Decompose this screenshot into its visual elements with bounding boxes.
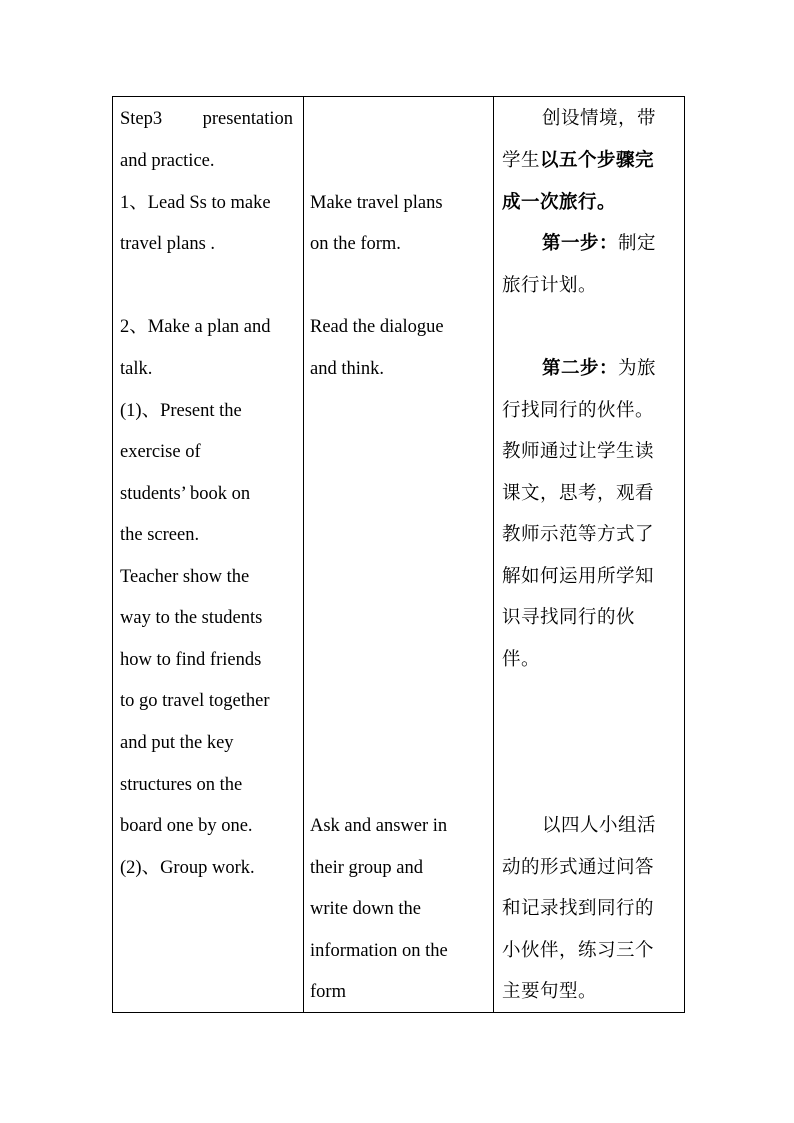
text-line: 动的形式通过问答: [502, 857, 655, 878]
text-line: 行找同行的伙伴。: [502, 400, 655, 421]
text-line: [502, 149, 654, 173]
text-line: 旅行计划。: [502, 275, 598, 296]
text-line: 1、Lead Ss to make: [120, 193, 271, 213]
text-line: 2、Make a plan and: [120, 317, 271, 337]
text-line: 课文，思考，观看: [502, 483, 655, 504]
presentation-word: presentation: [202, 109, 293, 129]
step1-line: [542, 232, 656, 256]
text-line: 创设情境，带: [542, 108, 657, 129]
text-line: Read the dialogue: [310, 317, 444, 337]
text-line: Ask and answer in: [310, 816, 448, 836]
step-word: Step3: [120, 109, 163, 129]
text-line: their group and: [310, 858, 424, 878]
step3-heading-line: [120, 107, 293, 131]
text-line: and put the key: [120, 733, 234, 753]
text-line: way to the students: [120, 608, 263, 628]
text-line: 和记录找到同行的: [502, 898, 655, 919]
text-line: 以四人小组活: [542, 815, 657, 836]
text-line: 小伙伴，练习三个: [502, 940, 655, 961]
design-intent-cell: [494, 97, 685, 1013]
text-span: 制定: [618, 233, 657, 254]
text-line: board one by one.: [120, 816, 253, 836]
text-line: talk.: [120, 359, 153, 379]
text-line: 识寻找同行的伙: [502, 607, 636, 628]
student-activity-cell: [304, 97, 494, 1013]
text-line: 主要句型。: [502, 981, 598, 1002]
teacher-activity-cell: [113, 97, 304, 1013]
text-line: and think.: [310, 359, 384, 379]
step2-line: [542, 357, 656, 381]
text-line: Teacher show the: [120, 567, 250, 587]
text-span: 学生: [502, 150, 541, 171]
lesson-plan-table: [112, 96, 685, 1013]
bold-text-span: 以五个步骤完: [540, 150, 655, 171]
text-line: information on the: [310, 941, 448, 961]
text-line: the screen.: [120, 525, 200, 545]
text-line: 教师通过让学生读: [502, 441, 655, 462]
text-line: form: [310, 982, 346, 1002]
text-line: on the form.: [310, 234, 401, 254]
text-line: (1)、Present the: [120, 401, 242, 421]
text-line: travel plans .: [120, 234, 216, 254]
text-line: Make travel plans: [310, 193, 443, 213]
text-span: 为旅: [618, 358, 657, 379]
text-line: how to find friends: [120, 650, 262, 670]
text-line: structures on the: [120, 775, 243, 795]
text-line: 解如何运用所学知: [502, 566, 655, 587]
text-line: exercise of: [120, 442, 201, 462]
text-line: 伴。: [502, 649, 541, 670]
step1-label: 第一步：: [542, 233, 619, 254]
text-line: and practice.: [120, 151, 215, 171]
text-line: 教师示范等方式了: [502, 524, 655, 545]
text-line: write down the: [310, 899, 421, 919]
text-line: to go travel together: [120, 691, 270, 711]
text-line: students’ book on: [120, 484, 251, 504]
text-line: 成一次旅行。: [502, 192, 617, 213]
step2-label: 第二步：: [542, 358, 619, 379]
text-line: (2)、Group work.: [120, 858, 255, 878]
table-row: [113, 97, 685, 1013]
